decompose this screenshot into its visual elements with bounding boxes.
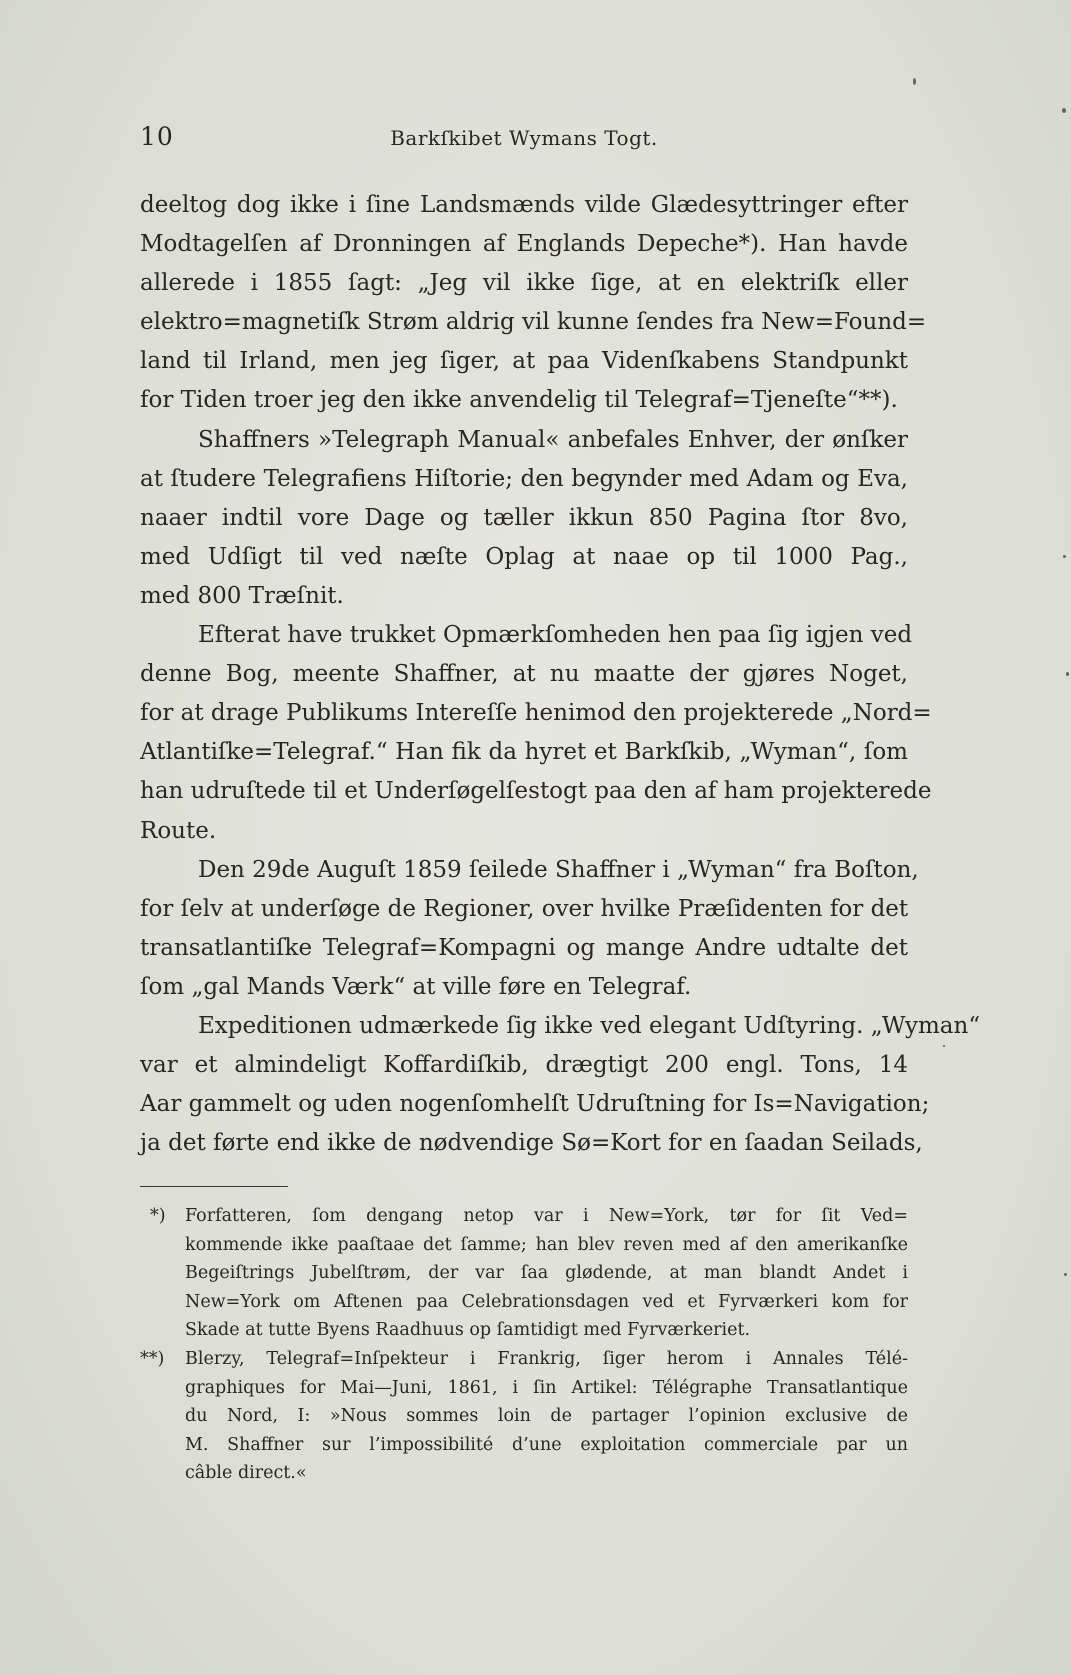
footnote-text: du Nord, I: »Nous sommes loin de partager l’opinion exclusive de — [185, 1406, 908, 1427]
page-number: 10 — [140, 122, 174, 151]
footnote-text: M. Shaffner sur l’impossibilité d’une exploitation commerciale par un — [185, 1434, 908, 1455]
text-line: for at drage Publikums Intereſſe henimod den projekterede „Nord= — [140, 700, 932, 727]
text-line: Aar gammelt og uden nogenſomhelſt Udruſtning for Is=Navigation; — [140, 1091, 930, 1118]
text-line: for ſelv at underſøge de Regioner, over hvilke Præſidenten for det — [140, 895, 909, 922]
footnote-line — [140, 1288, 908, 1317]
text-line: allerede i 1855 ſagt: „Jeg vil ikke ſige, at en elektriſk eller — [140, 270, 908, 297]
text-line: transatlantiſke Telegraf=Kompagni og mange Andre udtalte det — [140, 934, 908, 961]
footnote-marker: **) — [140, 1348, 165, 1369]
page-header — [140, 122, 908, 158]
footnote-text: graphiques for Mai—Juni, 1861, i ſin Artikel: Télégraphe Transatlantique — [185, 1377, 908, 1398]
footnote-line — [140, 1402, 908, 1431]
text-line: Expeditionen udmærkede ſig ikke ved elegant Udſtyring. „Wyman“ — [198, 1012, 981, 1039]
footnote-text: kommende ikke paaſtaae det ſamme; han blev reven med af den amerikanſke — [185, 1234, 908, 1255]
text-line: naaer indtil vore Dage og tæller ikkun 850 Pagina ſtor 8vo, — [140, 504, 908, 531]
text-line: elektro=magnetiſk Strøm aldrig vil kunne ſendes fra New=Found= — [140, 309, 927, 336]
text-line: Efterat have trukket Opmærkſomheden hen paa ſig igjen ved — [198, 622, 913, 649]
footnote-text: Forfatteren, ſom dengang netop var i New=York, tør for ſit Ved= — [185, 1206, 908, 1226]
text-line: Route. — [140, 817, 217, 844]
text-line: ja det førte end ikke de nødvendige Sø=Kort for en ſaadan Seilads, — [140, 1130, 923, 1157]
footnote — [140, 1345, 908, 1488]
text-line: denne Bog, meente Shaffner, at nu maatte der gjøres Noget, — [140, 661, 908, 688]
text-line: Den 29de Auguſt 1859 ſeilede Shaffner i „Wyman“ fra Boſton, — [198, 856, 919, 883]
footnote-line — [140, 1202, 908, 1231]
footnote-line — [140, 1431, 908, 1460]
footnote-line — [140, 1345, 908, 1374]
running-title: Barkſkibet Wymans Togt. — [390, 126, 658, 150]
footnote-divider — [140, 1186, 288, 1187]
footnote-line — [140, 1231, 908, 1260]
footnote-line — [140, 1459, 908, 1488]
footnote-text: Begeiſtrings Jubelſtrøm, der var ſaa glødende, at man blandt Andet i — [185, 1263, 908, 1284]
footnote-text: Blerzy, Telegraf=Inſpekteur i Frankrig, ſiger herom i Annales Télé- — [185, 1348, 908, 1369]
text-line: land til Irland, men jeg ſiger, at paa Videnſkabens Standpunkt — [140, 348, 908, 375]
text-line: for Tiden troer jeg den ikke anvendelig til Telegraf=Tjeneſte“**). — [140, 387, 898, 414]
footnotes — [140, 1202, 908, 1488]
text-line: han udruſtede til et Underſøgelſestogt paa den af ham projekterede — [140, 778, 932, 805]
footnote-text: Skade at tutte Byens Raadhuus op ſamtidigt med Fyrværkeriet. — [185, 1320, 751, 1341]
footnote-text: câble direct.« — [185, 1463, 307, 1484]
body-text — [140, 186, 981, 1163]
footnote-line — [140, 1374, 908, 1403]
text-line: ſom „gal Mands Værk“ at ville føre en Telegraf. — [140, 973, 692, 1000]
text-line: med Udſigt til ved næſte Oplag at naae op til 1000 Pag., — [140, 543, 908, 570]
text-line: Modtagelſen af Dronningen af Englands Depeche*). Han havde — [140, 231, 908, 258]
text-line: at ſtudere Telegrafiens Hiſtorie; den begynder med Adam og Eva, — [140, 465, 908, 492]
footnote-marker: *) — [150, 1206, 166, 1226]
text-line: Shaffners »Telegraph Manual« anbefales Enhver, der ønſker — [198, 426, 908, 453]
footnote-line — [140, 1316, 908, 1345]
text-line: deeltog dog ikke i ſine Landsmænds vilde Glædesyttringer efter — [140, 192, 908, 218]
footnote-text: New=York om Aftenen paa Celebrationsdagen ved et Fyrværkeri kom for — [185, 1291, 908, 1312]
text-line: Atlantiſke=Telegraf.“ Han fik da hyret et Barkſkib, „Wyman“, ſom — [140, 739, 908, 766]
footnote — [140, 1202, 908, 1345]
text-line: med 800 Træſnit. — [140, 582, 344, 609]
footnote-line — [140, 1259, 908, 1288]
text-line: var et almindeligt Koffardiſkib, drægtigt 200 engl. Tons, 14 — [140, 1052, 908, 1079]
